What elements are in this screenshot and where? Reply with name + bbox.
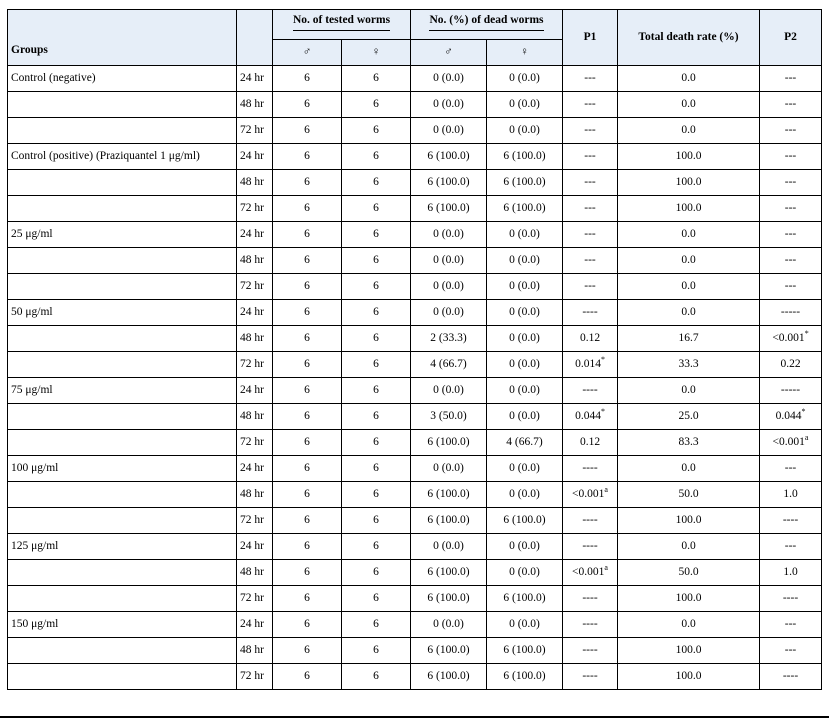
p2-cell: ---: [760, 274, 822, 300]
time-cell: 72 hr: [237, 196, 273, 222]
dead-male-cell: 6 (100.0): [411, 508, 487, 534]
time-cell: 24 hr: [237, 222, 273, 248]
table-row: [8, 196, 822, 222]
table-row: [8, 66, 822, 92]
dead-female-cell: 0 (0.0): [487, 404, 563, 430]
p1-cell: 0.12: [563, 326, 618, 352]
dead-male-cell: 0 (0.0): [411, 612, 487, 638]
time-cell: 72 hr: [237, 118, 273, 144]
table-row: [8, 638, 822, 664]
tested-male-cell: 6: [273, 430, 342, 456]
time-cell: 24 hr: [237, 612, 273, 638]
total-death-rate-cell: 100.0: [618, 196, 760, 222]
p1-cell: ----: [563, 664, 618, 690]
tested-male-cell: 6: [273, 534, 342, 560]
tested-female-cell: 6: [342, 92, 411, 118]
total-death-rate-cell: 0.0: [618, 222, 760, 248]
total-death-rate-cell: 100.0: [618, 664, 760, 690]
p1-cell: ---: [563, 144, 618, 170]
dead-female-cell: 0 (0.0): [487, 248, 563, 274]
group-cell: 150 μg/ml: [8, 612, 237, 638]
dead-female-cell: 0 (0.0): [487, 326, 563, 352]
p1-cell: ---: [563, 118, 618, 144]
tested-male-cell: 6: [273, 638, 342, 664]
group-cell: 100 μg/ml: [8, 456, 237, 482]
total-death-rate-cell: 100.0: [618, 170, 760, 196]
dead-female-cell: 6 (100.0): [487, 508, 563, 534]
dead-female-header: ♀: [487, 40, 563, 66]
dead-male-cell: 3 (50.0): [411, 404, 487, 430]
p1-cell: ----: [563, 638, 618, 664]
group-cell: 125 μg/ml: [8, 534, 237, 560]
dead-male-cell: 6 (100.0): [411, 144, 487, 170]
tested-female-cell: 6: [342, 222, 411, 248]
group-cell: Control (positive) (Praziquantel 1 μg/ml): [8, 144, 237, 170]
time-header: [237, 10, 273, 66]
dead-male-cell: 6 (100.0): [411, 560, 487, 586]
group-cell: [8, 664, 237, 690]
dead-female-cell: 6 (100.0): [487, 170, 563, 196]
group-cell: Control (negative): [8, 66, 237, 92]
tested-male-cell: 6: [273, 586, 342, 612]
table-row: [8, 456, 822, 482]
table-row: [8, 170, 822, 196]
significance-marker: a: [604, 485, 608, 495]
time-cell: 24 hr: [237, 378, 273, 404]
tested-female-cell: 6: [342, 352, 411, 378]
dead-male-cell: 0 (0.0): [411, 92, 487, 118]
total-death-rate-cell: 0.0: [618, 300, 760, 326]
time-cell: 72 hr: [237, 274, 273, 300]
tested-male-cell: 6: [273, 222, 342, 248]
p1-cell: ----: [563, 378, 618, 404]
dead-female-cell: 6 (100.0): [487, 638, 563, 664]
significance-marker: *: [600, 407, 605, 417]
dead-female-cell: 0 (0.0): [487, 612, 563, 638]
total-death-rate-cell: 50.0: [618, 482, 760, 508]
dead-male-cell: 0 (0.0): [411, 118, 487, 144]
significance-marker: *: [801, 407, 806, 417]
total-death-rate-cell: 0.0: [618, 274, 760, 300]
table-row: [8, 482, 822, 508]
dead-male-cell: 0 (0.0): [411, 222, 487, 248]
dead-female-cell: 0 (0.0): [487, 66, 563, 92]
dead-female-cell: 0 (0.0): [487, 222, 563, 248]
tested-female-cell: 6: [342, 378, 411, 404]
table-row: [8, 300, 822, 326]
table-row: [8, 118, 822, 144]
group-cell: 75 μg/ml: [8, 378, 237, 404]
dead-female-cell: 0 (0.0): [487, 118, 563, 144]
p1-cell: ---: [563, 92, 618, 118]
group-cell: [8, 560, 237, 586]
p2-cell: ---: [760, 144, 822, 170]
tested-male-cell: 6: [273, 274, 342, 300]
time-cell: 48 hr: [237, 92, 273, 118]
tested-male-cell: 6: [273, 300, 342, 326]
dead-male-cell: 6 (100.0): [411, 586, 487, 612]
tested-worms-header: No. of tested worms: [273, 10, 411, 40]
total-death-rate-cell: 25.0: [618, 404, 760, 430]
dead-male-cell: 2 (33.3): [411, 326, 487, 352]
table-row: [8, 352, 822, 378]
tested-female-cell: 6: [342, 482, 411, 508]
p2-cell: -----: [760, 378, 822, 404]
group-cell: [8, 430, 237, 456]
tested-female-cell: 6: [342, 274, 411, 300]
tested-female-cell: 6: [342, 118, 411, 144]
dead-male-cell: 0 (0.0): [411, 378, 487, 404]
dead-female-cell: 0 (0.0): [487, 92, 563, 118]
total-death-rate-cell: 0.0: [618, 456, 760, 482]
group-cell: [8, 118, 237, 144]
tested-female-cell: 6: [342, 430, 411, 456]
dead-female-cell: 6 (100.0): [487, 664, 563, 690]
total-death-rate-cell: 100.0: [618, 144, 760, 170]
time-cell: 48 hr: [237, 638, 273, 664]
group-cell: 25 μg/ml: [8, 222, 237, 248]
total-death-rate-header: Total death rate (%): [618, 10, 760, 66]
tested-female-cell: 6: [342, 404, 411, 430]
p2-cell: ---: [760, 92, 822, 118]
group-cell: [8, 326, 237, 352]
tested-male-header: ♂: [273, 40, 342, 66]
p2-cell: ---: [760, 638, 822, 664]
p2-cell: ---: [760, 534, 822, 560]
time-cell: 48 hr: [237, 170, 273, 196]
groups-header: Groups: [8, 10, 237, 66]
table-row: [8, 560, 822, 586]
total-death-rate-cell: 0.0: [618, 66, 760, 92]
dead-male-cell: 0 (0.0): [411, 248, 487, 274]
p1-cell: ---: [563, 66, 618, 92]
dead-female-cell: 0 (0.0): [487, 378, 563, 404]
tested-male-cell: 6: [273, 664, 342, 690]
table-row: [8, 144, 822, 170]
dead-male-cell: 6 (100.0): [411, 170, 487, 196]
tested-male-cell: 6: [273, 326, 342, 352]
p1-cell: ----: [563, 534, 618, 560]
p1-cell: ----: [563, 508, 618, 534]
time-cell: 24 hr: [237, 534, 273, 560]
table-row: [8, 612, 822, 638]
table-row: [8, 378, 822, 404]
time-cell: 48 hr: [237, 482, 273, 508]
total-death-rate-cell: 100.0: [618, 508, 760, 534]
total-death-rate-cell: 100.0: [618, 586, 760, 612]
time-cell: 24 hr: [237, 300, 273, 326]
tested-male-cell: 6: [273, 404, 342, 430]
dead-worms-header: No. (%) of dead worms: [411, 10, 563, 40]
dead-female-cell: 0 (0.0): [487, 560, 563, 586]
dead-female-cell: 0 (0.0): [487, 300, 563, 326]
p2-cell: 1.0: [760, 482, 822, 508]
p1-cell: ----: [563, 456, 618, 482]
group-cell: [8, 274, 237, 300]
dead-male-cell: 6 (100.0): [411, 482, 487, 508]
tested-male-cell: 6: [273, 66, 342, 92]
total-death-rate-cell: 100.0: [618, 638, 760, 664]
tested-female-cell: 6: [342, 326, 411, 352]
total-death-rate-cell: 0.0: [618, 248, 760, 274]
dead-female-cell: 6 (100.0): [487, 586, 563, 612]
dead-female-cell: 4 (66.7): [487, 430, 563, 456]
total-death-rate-cell: 50.0: [618, 560, 760, 586]
group-cell: [8, 404, 237, 430]
time-cell: 48 hr: [237, 248, 273, 274]
tested-female-cell: 6: [342, 300, 411, 326]
dead-male-cell: 6 (100.0): [411, 664, 487, 690]
p2-cell: ---: [760, 118, 822, 144]
p2-cell: <0.001$^a$: [760, 430, 822, 456]
tested-male-cell: 6: [273, 612, 342, 638]
group-cell: 50 μg/ml: [8, 300, 237, 326]
tested-male-cell: 6: [273, 92, 342, 118]
dead-male-cell: 0 (0.0): [411, 274, 487, 300]
p1-cell: <0.001$^a$: [563, 560, 618, 586]
tested-female-cell: 6: [342, 638, 411, 664]
dead-male-cell: 4 (66.7): [411, 352, 487, 378]
table-row: [8, 248, 822, 274]
header-row-top: [8, 10, 822, 40]
time-cell: 72 hr: [237, 508, 273, 534]
p2-header: P2: [760, 10, 822, 66]
p1-cell: ---: [563, 222, 618, 248]
tested-female-cell: 6: [342, 612, 411, 638]
bottom-rule: [0, 716, 829, 718]
table-row: [8, 586, 822, 612]
table-row: [8, 430, 822, 456]
group-cell: [8, 92, 237, 118]
tested-male-cell: 6: [273, 118, 342, 144]
p1-cell: ---: [563, 248, 618, 274]
tested-female-cell: 6: [342, 456, 411, 482]
total-death-rate-cell: 0.0: [618, 534, 760, 560]
tested-female-cell: 6: [342, 196, 411, 222]
time-cell: 24 hr: [237, 456, 273, 482]
tested-male-cell: 6: [273, 482, 342, 508]
table-row: [8, 222, 822, 248]
tested-male-cell: 6: [273, 508, 342, 534]
tested-male-cell: 6: [273, 378, 342, 404]
total-death-rate-cell: 0.0: [618, 378, 760, 404]
tested-male-cell: 6: [273, 144, 342, 170]
table-row: [8, 274, 822, 300]
dead-male-cell: 6 (100.0): [411, 196, 487, 222]
p2-cell: <0.001*: [760, 326, 822, 352]
table-row: [8, 664, 822, 690]
p1-cell: ---: [563, 274, 618, 300]
significance-marker: a: [804, 433, 809, 443]
p1-cell: 0.014*: [563, 352, 618, 378]
tested-female-cell: 6: [342, 586, 411, 612]
p1-cell: ---: [563, 196, 618, 222]
dead-female-cell: 0 (0.0): [487, 534, 563, 560]
tested-female-cell: 6: [342, 534, 411, 560]
group-cell: [8, 248, 237, 274]
total-death-rate-cell: 0.0: [618, 118, 760, 144]
group-cell: [8, 482, 237, 508]
tested-male-cell: 6: [273, 352, 342, 378]
time-cell: 72 hr: [237, 664, 273, 690]
group-cell: [8, 586, 237, 612]
table-row: [8, 534, 822, 560]
tested-male-cell: 6: [273, 170, 342, 196]
p2-cell: ---: [760, 66, 822, 92]
dead-male-cell: 0 (0.0): [411, 300, 487, 326]
significance-marker: *: [600, 355, 605, 365]
group-cell: [8, 638, 237, 664]
tested-female-cell: 6: [342, 560, 411, 586]
time-cell: 24 hr: [237, 144, 273, 170]
dead-male-cell: 6 (100.0): [411, 638, 487, 664]
p1-cell: <0.001$^a$: [563, 482, 618, 508]
p2-cell: ---: [760, 612, 822, 638]
p2-cell: ---: [760, 456, 822, 482]
significance-marker: a: [604, 563, 608, 573]
dead-male-cell: 0 (0.0): [411, 456, 487, 482]
time-cell: 24 hr: [237, 66, 273, 92]
table-row: [8, 92, 822, 118]
total-death-rate-cell: 0.0: [618, 92, 760, 118]
p1-cell: ----: [563, 586, 618, 612]
tested-male-cell: 6: [273, 196, 342, 222]
p2-cell: 0.044*: [760, 404, 822, 430]
p1-header: P1: [563, 10, 618, 66]
tested-female-cell: 6: [342, 66, 411, 92]
time-cell: 72 hr: [237, 352, 273, 378]
dead-male-cell: 0 (0.0): [411, 66, 487, 92]
results-table: [7, 9, 822, 690]
p2-cell: ---: [760, 196, 822, 222]
dead-female-cell: 6 (100.0): [487, 196, 563, 222]
table-row: [8, 326, 822, 352]
p2-cell: ----: [760, 586, 822, 612]
tested-female-cell: 6: [342, 144, 411, 170]
p2-cell: ----: [760, 664, 822, 690]
table-row: [8, 508, 822, 534]
group-cell: [8, 170, 237, 196]
table-row: [8, 404, 822, 430]
group-cell: [8, 508, 237, 534]
p2-cell: 0.22: [760, 352, 822, 378]
p2-cell: 1.0: [760, 560, 822, 586]
p2-cell: ---: [760, 222, 822, 248]
time-cell: 72 hr: [237, 430, 273, 456]
group-cell: [8, 352, 237, 378]
tested-female-cell: 6: [342, 170, 411, 196]
tested-female-cell: 6: [342, 664, 411, 690]
p1-cell: ---: [563, 170, 618, 196]
dead-female-cell: 0 (0.0): [487, 274, 563, 300]
tested-female-header: ♀: [342, 40, 411, 66]
tested-female-cell: 6: [342, 248, 411, 274]
p2-cell: ----: [760, 508, 822, 534]
dead-male-cell: 0 (0.0): [411, 534, 487, 560]
tested-male-cell: 6: [273, 456, 342, 482]
p1-cell: ----: [563, 300, 618, 326]
tested-male-cell: 6: [273, 248, 342, 274]
total-death-rate-cell: 0.0: [618, 612, 760, 638]
dead-female-cell: 0 (0.0): [487, 456, 563, 482]
total-death-rate-cell: 33.3: [618, 352, 760, 378]
p2-cell: ---: [760, 170, 822, 196]
total-death-rate-cell: 16.7: [618, 326, 760, 352]
p1-cell: 0.044*: [563, 404, 618, 430]
total-death-rate-cell: 83.3: [618, 430, 760, 456]
p2-cell: -----: [760, 300, 822, 326]
p1-cell: ----: [563, 612, 618, 638]
time-cell: 72 hr: [237, 586, 273, 612]
tested-female-cell: 6: [342, 508, 411, 534]
tested-male-cell: 6: [273, 560, 342, 586]
dead-male-header: ♂: [411, 40, 487, 66]
group-cell: [8, 196, 237, 222]
significance-marker: *: [804, 329, 809, 339]
p2-cell: ---: [760, 248, 822, 274]
time-cell: 48 hr: [237, 326, 273, 352]
table-body: [8, 66, 822, 690]
dead-female-cell: 0 (0.0): [487, 482, 563, 508]
time-cell: 48 hr: [237, 404, 273, 430]
dead-male-cell: 6 (100.0): [411, 430, 487, 456]
dead-female-cell: 0 (0.0): [487, 352, 563, 378]
p1-cell: 0.12: [563, 430, 618, 456]
dead-female-cell: 6 (100.0): [487, 144, 563, 170]
time-cell: 48 hr: [237, 560, 273, 586]
